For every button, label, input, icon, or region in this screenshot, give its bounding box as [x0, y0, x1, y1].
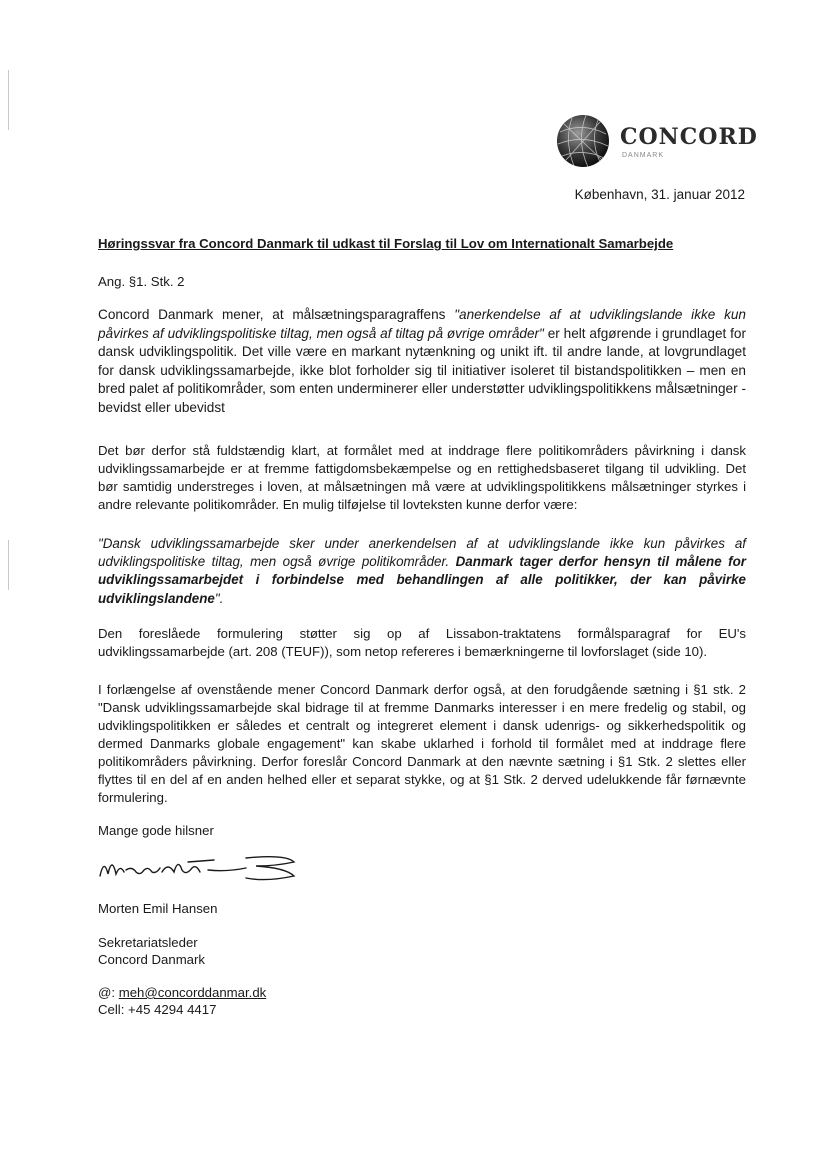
scan-margin-mark	[8, 70, 9, 130]
paragraph-2: Det bør derfor stå fuldstændig klart, at formålet med at inddrage flere politikområders påvirkning i dansk udviklingssamarbejde er at fremme fattigdomsbekæmpelse og en rettighedsbaseret tilgang til udvikling. Det bør samtidig understreges i loven, at målsætningen må være at udviklingspolitikkens målsætninger styrkes i andre relevante politikområder. En mulig tilføjelse til lovteksten kunne derfor være:	[98, 443, 746, 512]
letter-date: København, 31. januar 2012	[574, 187, 745, 202]
email-link[interactable]: meh@concorddanmar.dk	[118, 985, 267, 1000]
paragraph-1-text: Concord Danmark mener, at målsætningsparagraffens	[98, 307, 455, 322]
logo-subtitle: DANMARK	[622, 152, 665, 159]
handwritten-signature	[96, 848, 306, 888]
closing: Mange gode hilsner	[98, 823, 214, 838]
reference-line: Ang. §1. Stk. 2	[98, 274, 185, 289]
signer-name: Morten Emil Hansen	[98, 901, 218, 916]
paragraph-1-quote: "anerkendelse af at udviklingslande ikke kun påvirkes af udviklingspolitiske tiltag, men også af tiltag på øvrige områder"	[98, 307, 746, 341]
paragraph-1-text-cont: er helt afgørende i grundlaget for dansk udviklingspolitik. Det ville være en markant nytænkning og unikt ift. til andre lande, at lovgrundlaget for dansk udviklingssamarbejde, ikke blot forholder sig til initiativer isoleret til bistandspolitikken – men en bred palet af politikområder, som enten underminerer eller understøtter udviklingspolitikkens målsætninger - bevidst eller ubevidst	[98, 325, 746, 415]
email-label: @:	[98, 985, 119, 1000]
quote-end: ".	[214, 590, 224, 606]
quote-italic: "Dansk udviklingssamarbejde sker under anerkendelsen af at udviklingslande ikke kun påvirkes af udviklingspolitiske tiltag, men også øvrige politikområder.	[98, 536, 746, 570]
logo-wordmark: CONCORD	[620, 124, 758, 150]
signer-title: Sekretariatsleder	[98, 935, 198, 950]
scan-margin-mark	[8, 540, 9, 590]
paragraph-3: Den foreslåede formulering støtter sig op af Lissabon-traktatens formålsparagraf for EU's udviklingssamarbejde (art. 208 (TEUF)), som netop refereres i bemærkningerne til lovforslaget (side 10).	[98, 626, 746, 659]
letter-heading: Høringssvar fra Concord Danmark til udkast til Forslag til Lov om Internationalt Samarbejde	[98, 236, 674, 251]
email-line	[98, 984, 746, 1002]
phone-line: Cell: +45 4294 4417	[98, 1002, 217, 1017]
signer-organization: Concord Danmark	[98, 952, 206, 967]
globe-icon	[554, 112, 612, 170]
quote-bold: Danmark tager derfor hensyn til målene for udviklingssamarbejdet i forbindelse med behandlingen af alle politikker, der kan påvirke udviklingslandene	[98, 554, 746, 606]
paragraph-4: I forlængelse af ovenstående mener Concord Danmark derfor også, at den forudgående sætning i §1 stk. 2 "Dansk udviklingssamarbejde skal bidrage til at fremme Danmarks interesser i en mere fredelig og stabil, og udviklingspolitikken er således et centralt og integreret element i dansk udenrigs- og sikkerhedspolitik og dermed Danmarks globale engagement" kan skabe uklarhed i forhold til formålet med at inddrage flere politikområders påvirkning. Derfor foreslår Concord Danmark at den nævnte sætning i §1 Stk. 2 slettes eller flyttes til en del af en anden helhed eller et separat stykke, og at §1 Stk. 2 derved udelukkende får førnævnte formulering.	[98, 682, 746, 805]
paragraph-1	[98, 306, 746, 418]
proposed-text-quote	[98, 535, 746, 608]
concord-logo	[554, 112, 758, 172]
